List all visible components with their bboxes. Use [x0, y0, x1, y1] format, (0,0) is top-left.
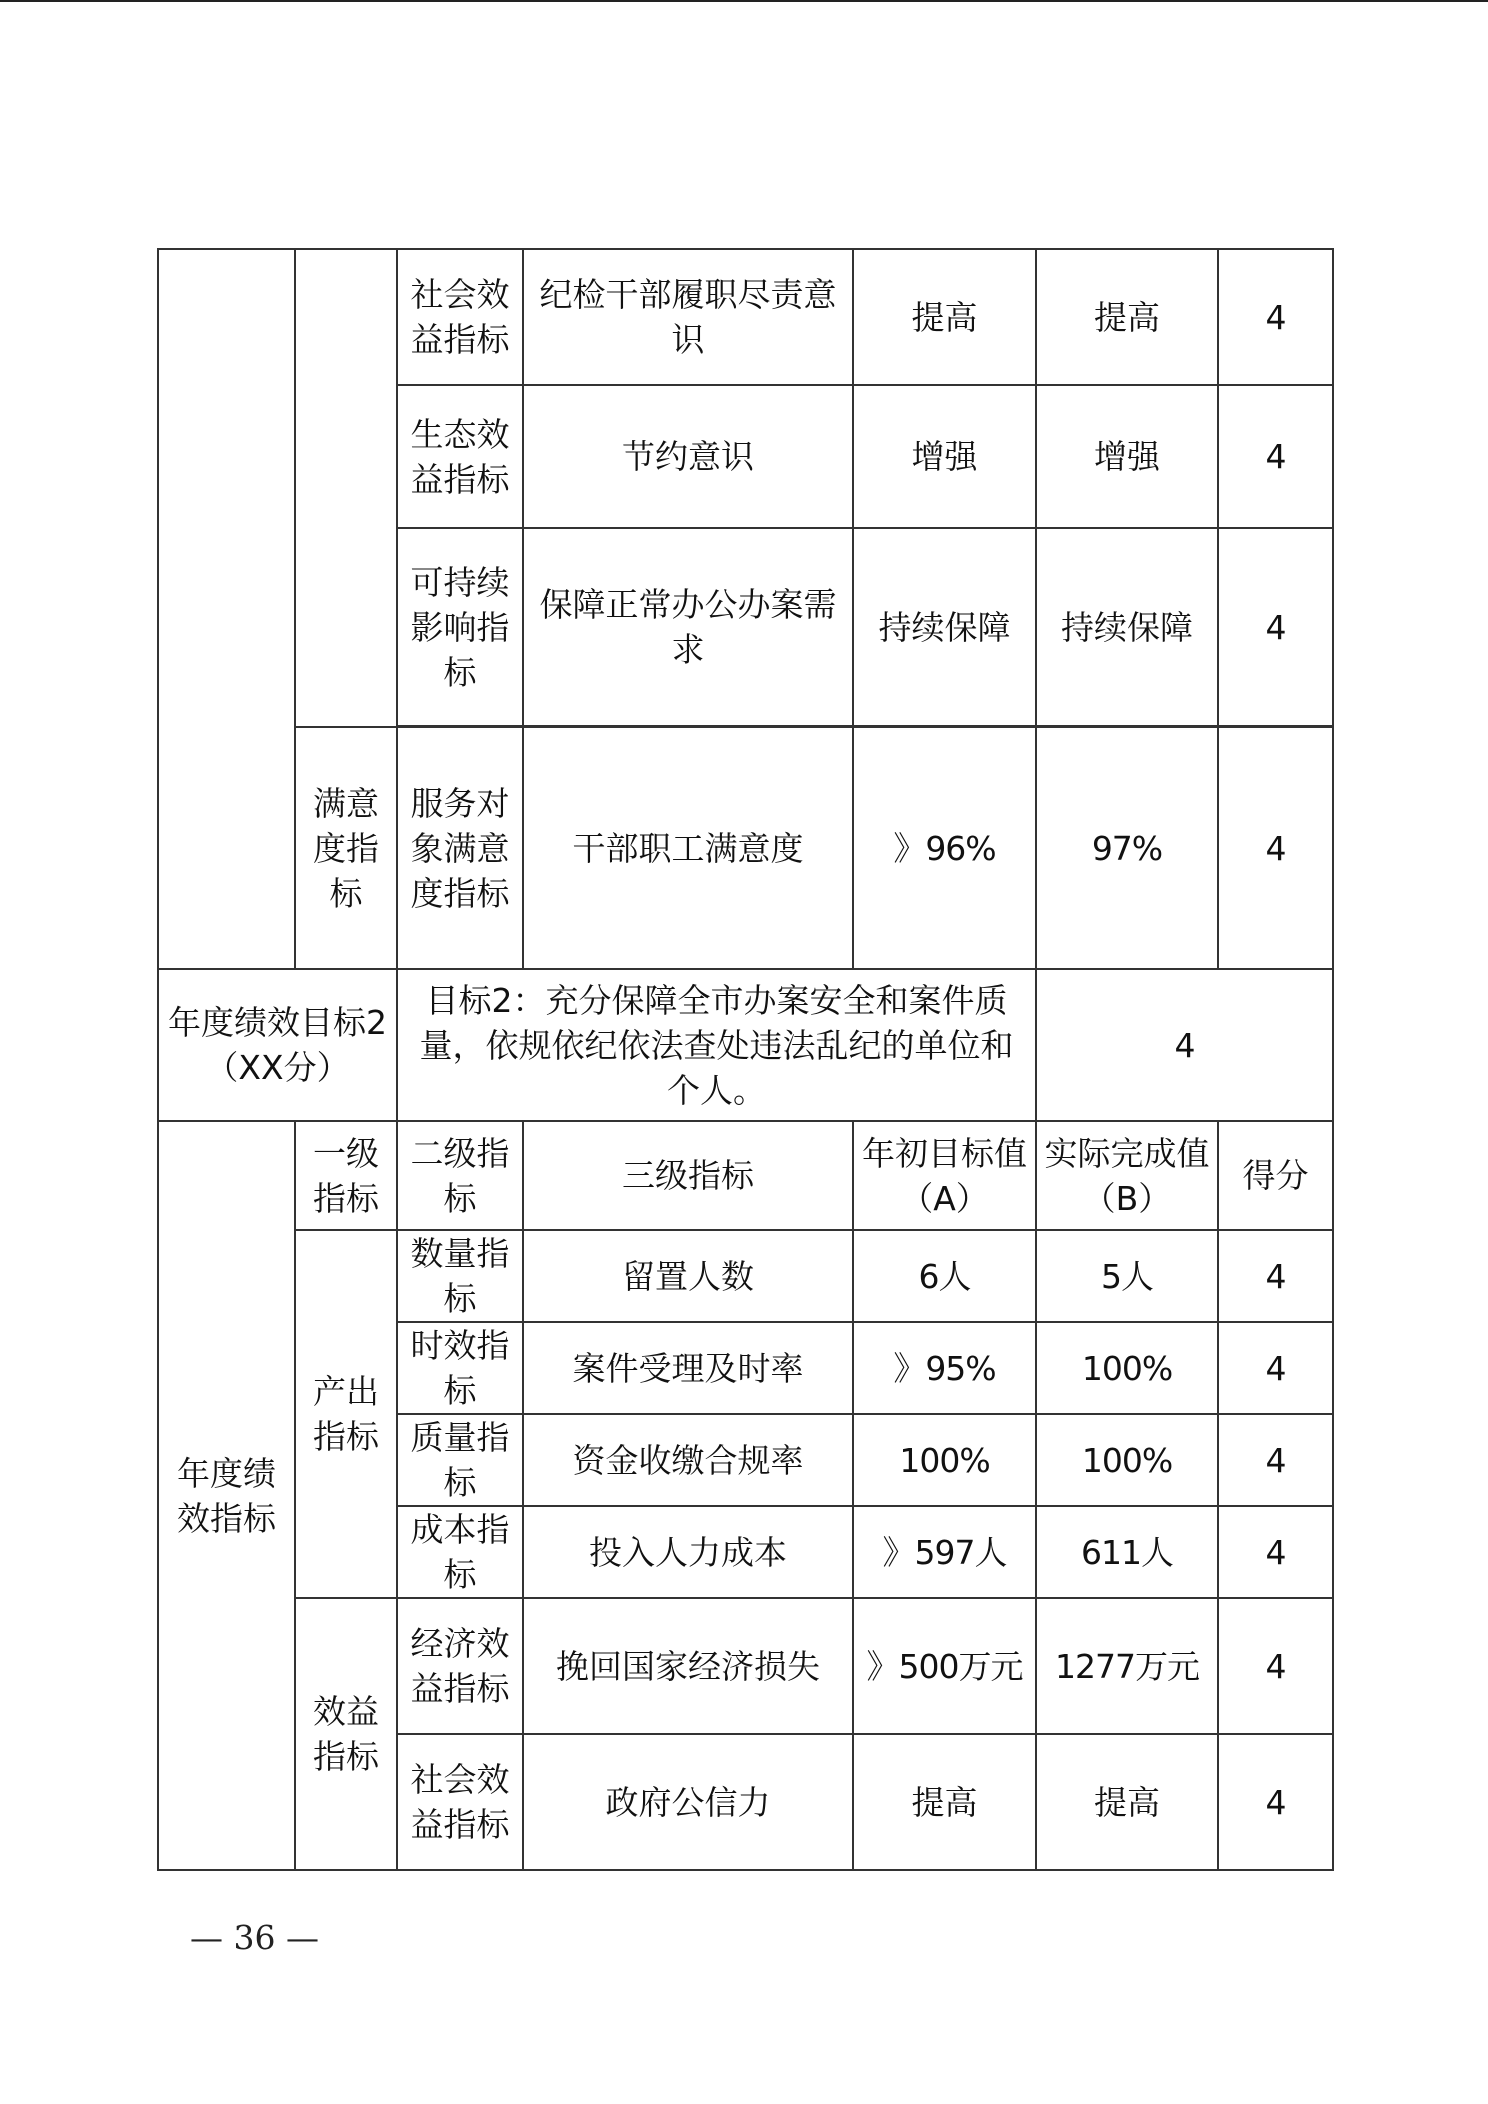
target-value-cell: 》597人	[853, 1506, 1036, 1598]
header-score: 得分	[1218, 1121, 1333, 1230]
target-value-cell: 100%	[853, 1414, 1036, 1506]
target-value-cell: 》96%	[853, 727, 1036, 969]
target-value-cell: 持续保障	[853, 528, 1036, 726]
page-number: — 36 —	[190, 1918, 319, 1957]
score-cell: 4	[1218, 249, 1333, 385]
level2-cell: 质量指标	[397, 1414, 523, 1506]
score-cell: 4	[1218, 385, 1333, 528]
level3-cell: 案件受理及时率	[523, 1322, 853, 1414]
target-value-cell: 增强	[853, 385, 1036, 528]
target-value-cell: 》500万元	[853, 1598, 1036, 1734]
header-level1: 一级指标	[295, 1121, 397, 1230]
target-value-cell: 》95%	[853, 1322, 1036, 1414]
goal2-text-cell: 目标2：充分保障全市办案安全和案件质量，依规依纪依法查处违法乱纪的单位和个人。	[397, 969, 1036, 1121]
actual-value-cell: 1277万元	[1036, 1598, 1218, 1734]
actual-value-cell: 100%	[1036, 1414, 1218, 1506]
actual-value-cell: 5人	[1036, 1230, 1218, 1322]
target-value-cell: 6人	[853, 1230, 1036, 1322]
actual-value-cell: 97%	[1036, 727, 1218, 969]
indicators-label-cell: 年度绩效指标	[158, 1121, 295, 1870]
page-top-rule	[0, 0, 1488, 2]
level3-cell: 节约意识	[523, 385, 853, 528]
table-row	[158, 1598, 1333, 1734]
target-value-cell: 提高	[853, 1734, 1036, 1870]
level3-cell: 纪检干部履职尽责意识	[523, 249, 853, 385]
target-value-cell: 提高	[853, 249, 1036, 385]
level1-cell: 满意度指标	[295, 727, 397, 969]
level3-cell: 保障正常办公办案需求	[523, 528, 853, 726]
level2-cell: 生态效益指标	[397, 385, 523, 528]
level2-cell: 服务对象满意度指标	[397, 727, 523, 969]
actual-value-cell: 增强	[1036, 385, 1218, 528]
score-cell: 4	[1218, 1598, 1333, 1734]
table-header-row	[158, 1121, 1333, 1230]
score-cell: 4	[1218, 1414, 1333, 1506]
level2-cell: 成本指标	[397, 1506, 523, 1598]
actual-value-cell: 611人	[1036, 1506, 1218, 1598]
continued-level0-cell	[158, 249, 295, 969]
level2-cell: 可持续影响指标	[397, 528, 523, 726]
level3-cell: 挽回国家经济损失	[523, 1598, 853, 1734]
score-cell: 4	[1218, 1230, 1333, 1322]
actual-value-cell: 100%	[1036, 1322, 1218, 1414]
score-cell: 4	[1218, 1734, 1333, 1870]
table-row	[158, 249, 1333, 385]
level3-cell: 干部职工满意度	[523, 727, 853, 969]
performance-indicator-table	[157, 248, 1334, 1871]
header-level2: 二级指标	[397, 1121, 523, 1230]
actual-value-cell: 提高	[1036, 1734, 1218, 1870]
level2-cell: 社会效益指标	[397, 1734, 523, 1870]
output-level1-cell: 产出指标	[295, 1230, 397, 1598]
goal2-label-cell: 年度绩效目标2（XX分）	[158, 969, 397, 1121]
level3-cell: 留置人数	[523, 1230, 853, 1322]
level2-cell: 时效指标	[397, 1322, 523, 1414]
goal2-score-cell: 4	[1036, 969, 1333, 1121]
header-actual: 实际完成值（B）	[1036, 1121, 1218, 1230]
level2-cell: 经济效益指标	[397, 1598, 523, 1734]
actual-value-cell: 提高	[1036, 249, 1218, 385]
level3-cell: 投入人力成本	[523, 1506, 853, 1598]
table-row	[158, 727, 1333, 969]
actual-value-cell: 持续保障	[1036, 528, 1218, 726]
header-target: 年初目标值（A）	[853, 1121, 1036, 1230]
table-row	[158, 1230, 1333, 1322]
level2-cell: 数量指标	[397, 1230, 523, 1322]
level3-cell: 政府公信力	[523, 1734, 853, 1870]
table-row	[158, 969, 1333, 1121]
level3-cell: 资金收缴合规率	[523, 1414, 853, 1506]
score-cell: 4	[1218, 727, 1333, 969]
header-level3: 三级指标	[523, 1121, 853, 1230]
continued-level1-cell	[295, 249, 397, 727]
score-cell: 4	[1218, 1506, 1333, 1598]
benefit-level1-cell: 效益指标	[295, 1598, 397, 1870]
score-cell: 4	[1218, 1322, 1333, 1414]
score-cell: 4	[1218, 528, 1333, 726]
level2-cell: 社会效益指标	[397, 249, 523, 385]
